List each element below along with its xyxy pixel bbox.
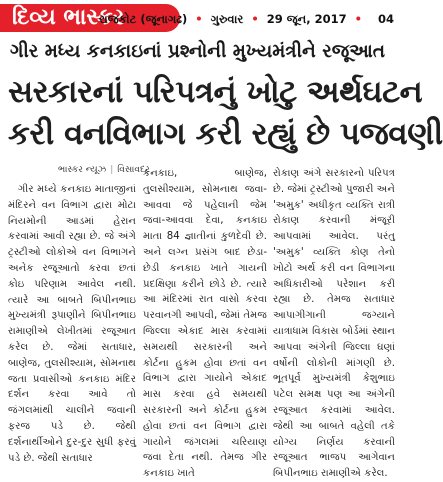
- main-headline-line-1: સરકારનાં પરિપત્રનું ખોટુ અર્થઘટન: [8, 74, 423, 110]
- masthead: [0, 0, 400, 36]
- byline: [58, 163, 150, 177]
- dateline-weekday: ગુરુવાર: [210, 12, 244, 26]
- article-column-1: [8, 182, 136, 464]
- article-paragraph: કનકાઇ, બાણેજ, તુલસીશ્યામ, સોમનાથ જવા-આવવા જે પહેલાની જેમ જવા-આવવા દેવા, કનકાઇ માતા 84 જ્ઞાતીનાં કુળદેવી છે. અને લગ્ન પ્રસંગ બાદ છેડા-છેડી કનકાઇ ખાતે ગાયની પ્રદક્ષિણા કરીને છોડે છે. ત્યારે આ મંદિરમાં રાત વાસો કરવા પરવાનગી આપવી, જેમાં તેમજ જિલ્લા એકાદ માસ કરવામાં સમયથી સરકારની અને કોર્ટના હુકમ હોવા છતાં વન વિભાગ દ્વારા ગાયોને એકાદ માસ કરવા હવે સમયથી સરકારની અને કોર્ટના હુકમ હોવા છતાં વન વિભાગ દ્વારા ગાયોને જંગલમાં ચરિયાણ જવા દેતા નથી. તેમજ ગીર કનકાઇ ખાતે: [143, 168, 267, 480]
- byline-place: વિસાવદર: [117, 165, 150, 175]
- main-headline-line-2: કરી વનવિભાગ કરી રહ્યું છે પજવણી: [8, 116, 443, 152]
- article-column-3: [273, 166, 395, 480]
- byline-agency: ભાસ્કર ન્યૂઝ: [58, 165, 107, 175]
- brand-logo: દિવ્ય ભાસ્કર: [0, 4, 180, 32]
- article-paragraph: ગીર મધ્યે કનકાઇ માતાજીનાં મંદિરને વન વિભાગ દ્વારા મોટા નિયમોની આડમાં હેરાન કરવામાં આવી રહ્યા છે. જે અંગે ટ્રસ્ટીઓ લોકોએ વન વિભાગને અનેક રજૂઆતો કરવા છતાં કોઇ પરિણામ આવેલ નથી. ત્યારે આ બાબતે બિપીનભાઇ મુખ્યમંત્રી રૂપાણીને બિપીનભાઇ રામાણીએ લેખીતમાં રજૂઆત કરેલ છે. જેમાં સતાધાર, બાણેજ, તુલસીશ્યામ, સોમનાથ જતા પ્રવાસીઓ કનકાઇ મંદિર દર્શન કરવા આવે તો જંગલમાંથી ચાલીને જવાની ફરજ પડે છે. જેથી દર્શનાર્થીઓને દુર-દુર સુધી ફરવું પડે છે. જેથી સતાધાર: [8, 184, 136, 464]
- kicker-headline: ગીર મધ્ય કનકાઇનાં પ્રશ્નોની મુખ્યમંત્રીને રજૂઆત: [10, 41, 386, 62]
- article-column-2: [143, 166, 267, 480]
- page-number: 04: [377, 12, 394, 26]
- dateline-separator: •: [354, 12, 362, 26]
- dateline-date: 29 જૂન, 2017: [266, 12, 347, 26]
- article-paragraph: રોકાણ અંગે સરકારનો પરિપત્ર છે. જેમાં ટ્રસ્ટીઓ પુજારી અને 'અમુક' અધીકૃત વ્યક્તિ રાત્રી રોકાણ કરવાની મંજૂરી આપવામાં આવેલ. પરંતુ 'અમુક' વ્યક્તિ કોણ તેનો ખોટો અર્થ કરી વન વિભાગના અધિકારીઓ પરેશાન કરી રહ્યા છે. તેમજ સતાધાર આપાગીગાની જગ્યાને યાત્રાધામ વિકાસ બોર્ડમાં સ્થાન આપવા અંગેની જિલ્લા ઘણાં વર્ષોની લોકોની માંગણી છે. ભૂતપૂર્વ મુખ્યમંત્રી કેશુભાઇ પટેલ સમક્ષ પણ આ અંગેની રજૂઆત કરવામાં આવેલ. જેથી આ બાબતે વહેલી તકે યોગ્ય નિર્ણય કરવાની રજૂઆત ભાજપ આગેવાન બિપીનભાઇ રામાણીએ કરેલ.: [273, 168, 395, 480]
- dateline: [99, 9, 394, 29]
- dateline-separator: •: [251, 12, 259, 26]
- dateline-separator: •: [195, 12, 203, 26]
- dateline-city: રાજકોટ (જૂનાગઢ): [98, 12, 188, 26]
- byline-divider: |: [110, 165, 114, 175]
